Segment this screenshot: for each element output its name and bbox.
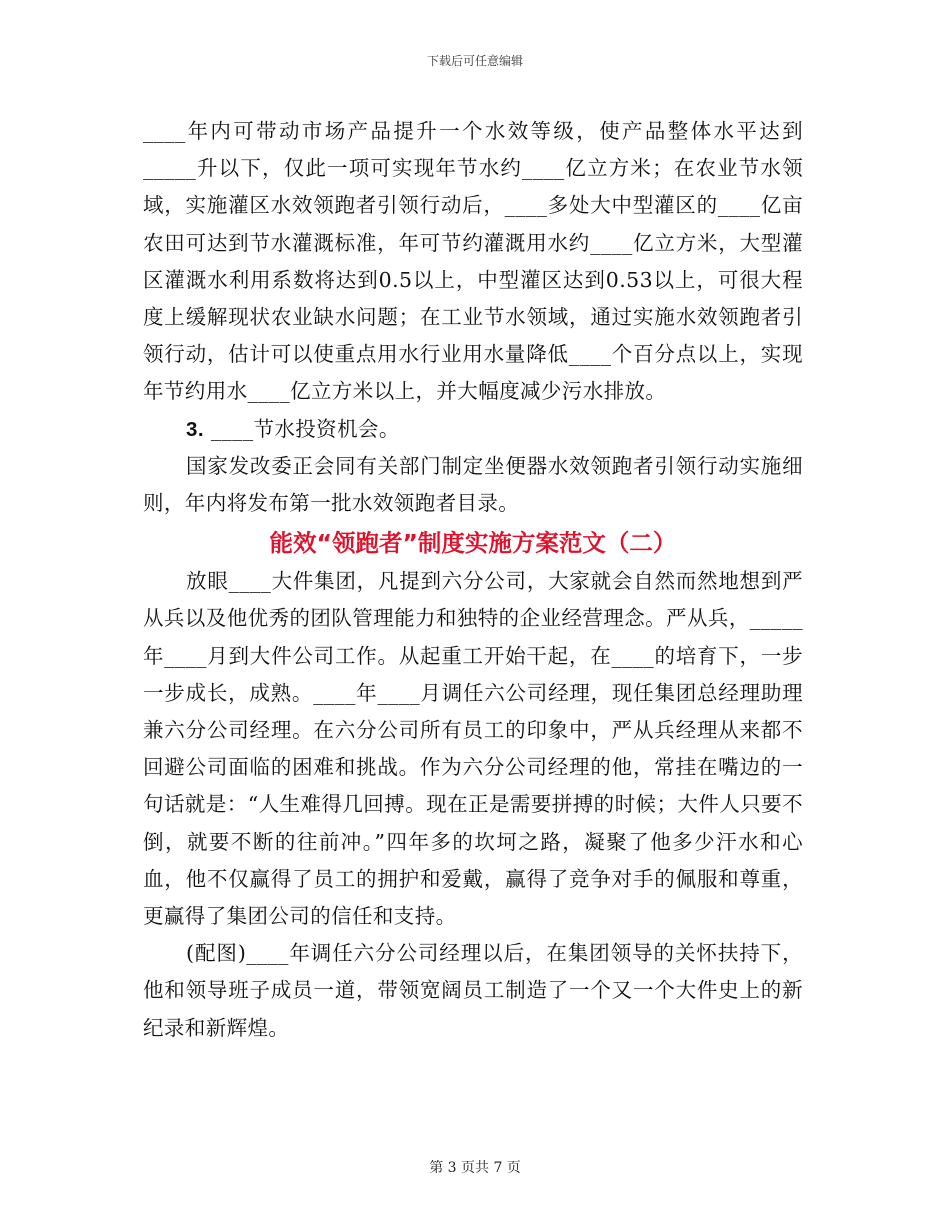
paragraph-investment-heading [143,411,803,448]
paragraph-ndrc-rules: 国家发改委正会同有关部门制定坐便器水效领跑者引领行动实施细则，年内将发布第一批水效领跑者目录。 [143,453,803,516]
page-footer: 第 3 页共 7 页 [429,1160,521,1176]
document-body [143,113,803,1047]
section-title: 能效“领跑者”制度实施方案范文（二） [269,529,677,558]
paragraph-yan-congbing: 放眼____大件集团，凡提到六分公司，大家就会自然而然地想到严从兵以及他优秀的团队管理能力和独特的企业经营理念。严从兵，_____年____月到大件公司工作。从起重工开始干起，在____的培育下，一步一步成长，成熟。____年____月调任六公司经理，现任集团总经理助理兼六分公司经理。在六分公司所有员工的印象中，严从兵经理从来都不回避公司面临的困难和挑战。作为六分公司经理的他，常挂在嘴边的一句话就是：“人生难得几回搏。现在正是需要拼搏的时候；大件人只要不倒，就要不断的往前冲。”四年多的坎坷之路，凝聚了他多少汗水和心血，他不仅赢得了员工的拥护和爱戴，赢得了竞争对手的佩服和尊重，更赢得了集团公司的信任和支持。 [143,569,803,929]
page-header: 下载后可任意编辑 [426,54,523,68]
paragraph-investment-heading-text: ____节水投资机会。 [210,416,400,441]
list-number: 3. [186,417,204,441]
paragraph-new-records: (配图)____年调任六分公司经理以后，在集团领导的关怀扶持下，他和领导班子成员一道，带领宽阔员工制造了一个又一个大件史上的新纪录和新辉煌。 [143,941,803,1040]
paragraph-water-saving-estimates: ____年内可带动市场产品提升一个水效等级，使产品整体水平达到_____升以下，仅此一项可实现年节水约____亿立方米；在农业节水领域，实施灌区水效领跑者引领行动后，____多处大中型灌区的____亿亩农田可达到节水灌溉标准，年可节约灌溉用水约____亿立方米，大型灌区灌溉水利用系数将达到0.5以上，中型灌区达到0.53以上，可很大程度上缓解现状农业缺水问题；在工业节水领域，通过实施水效领跑者引领行动，估计可以使重点用水行业用水量降低____个百分点以上，实现年节约用水____亿立方米以上，并大幅度减少污水排放。 [143,119,803,404]
